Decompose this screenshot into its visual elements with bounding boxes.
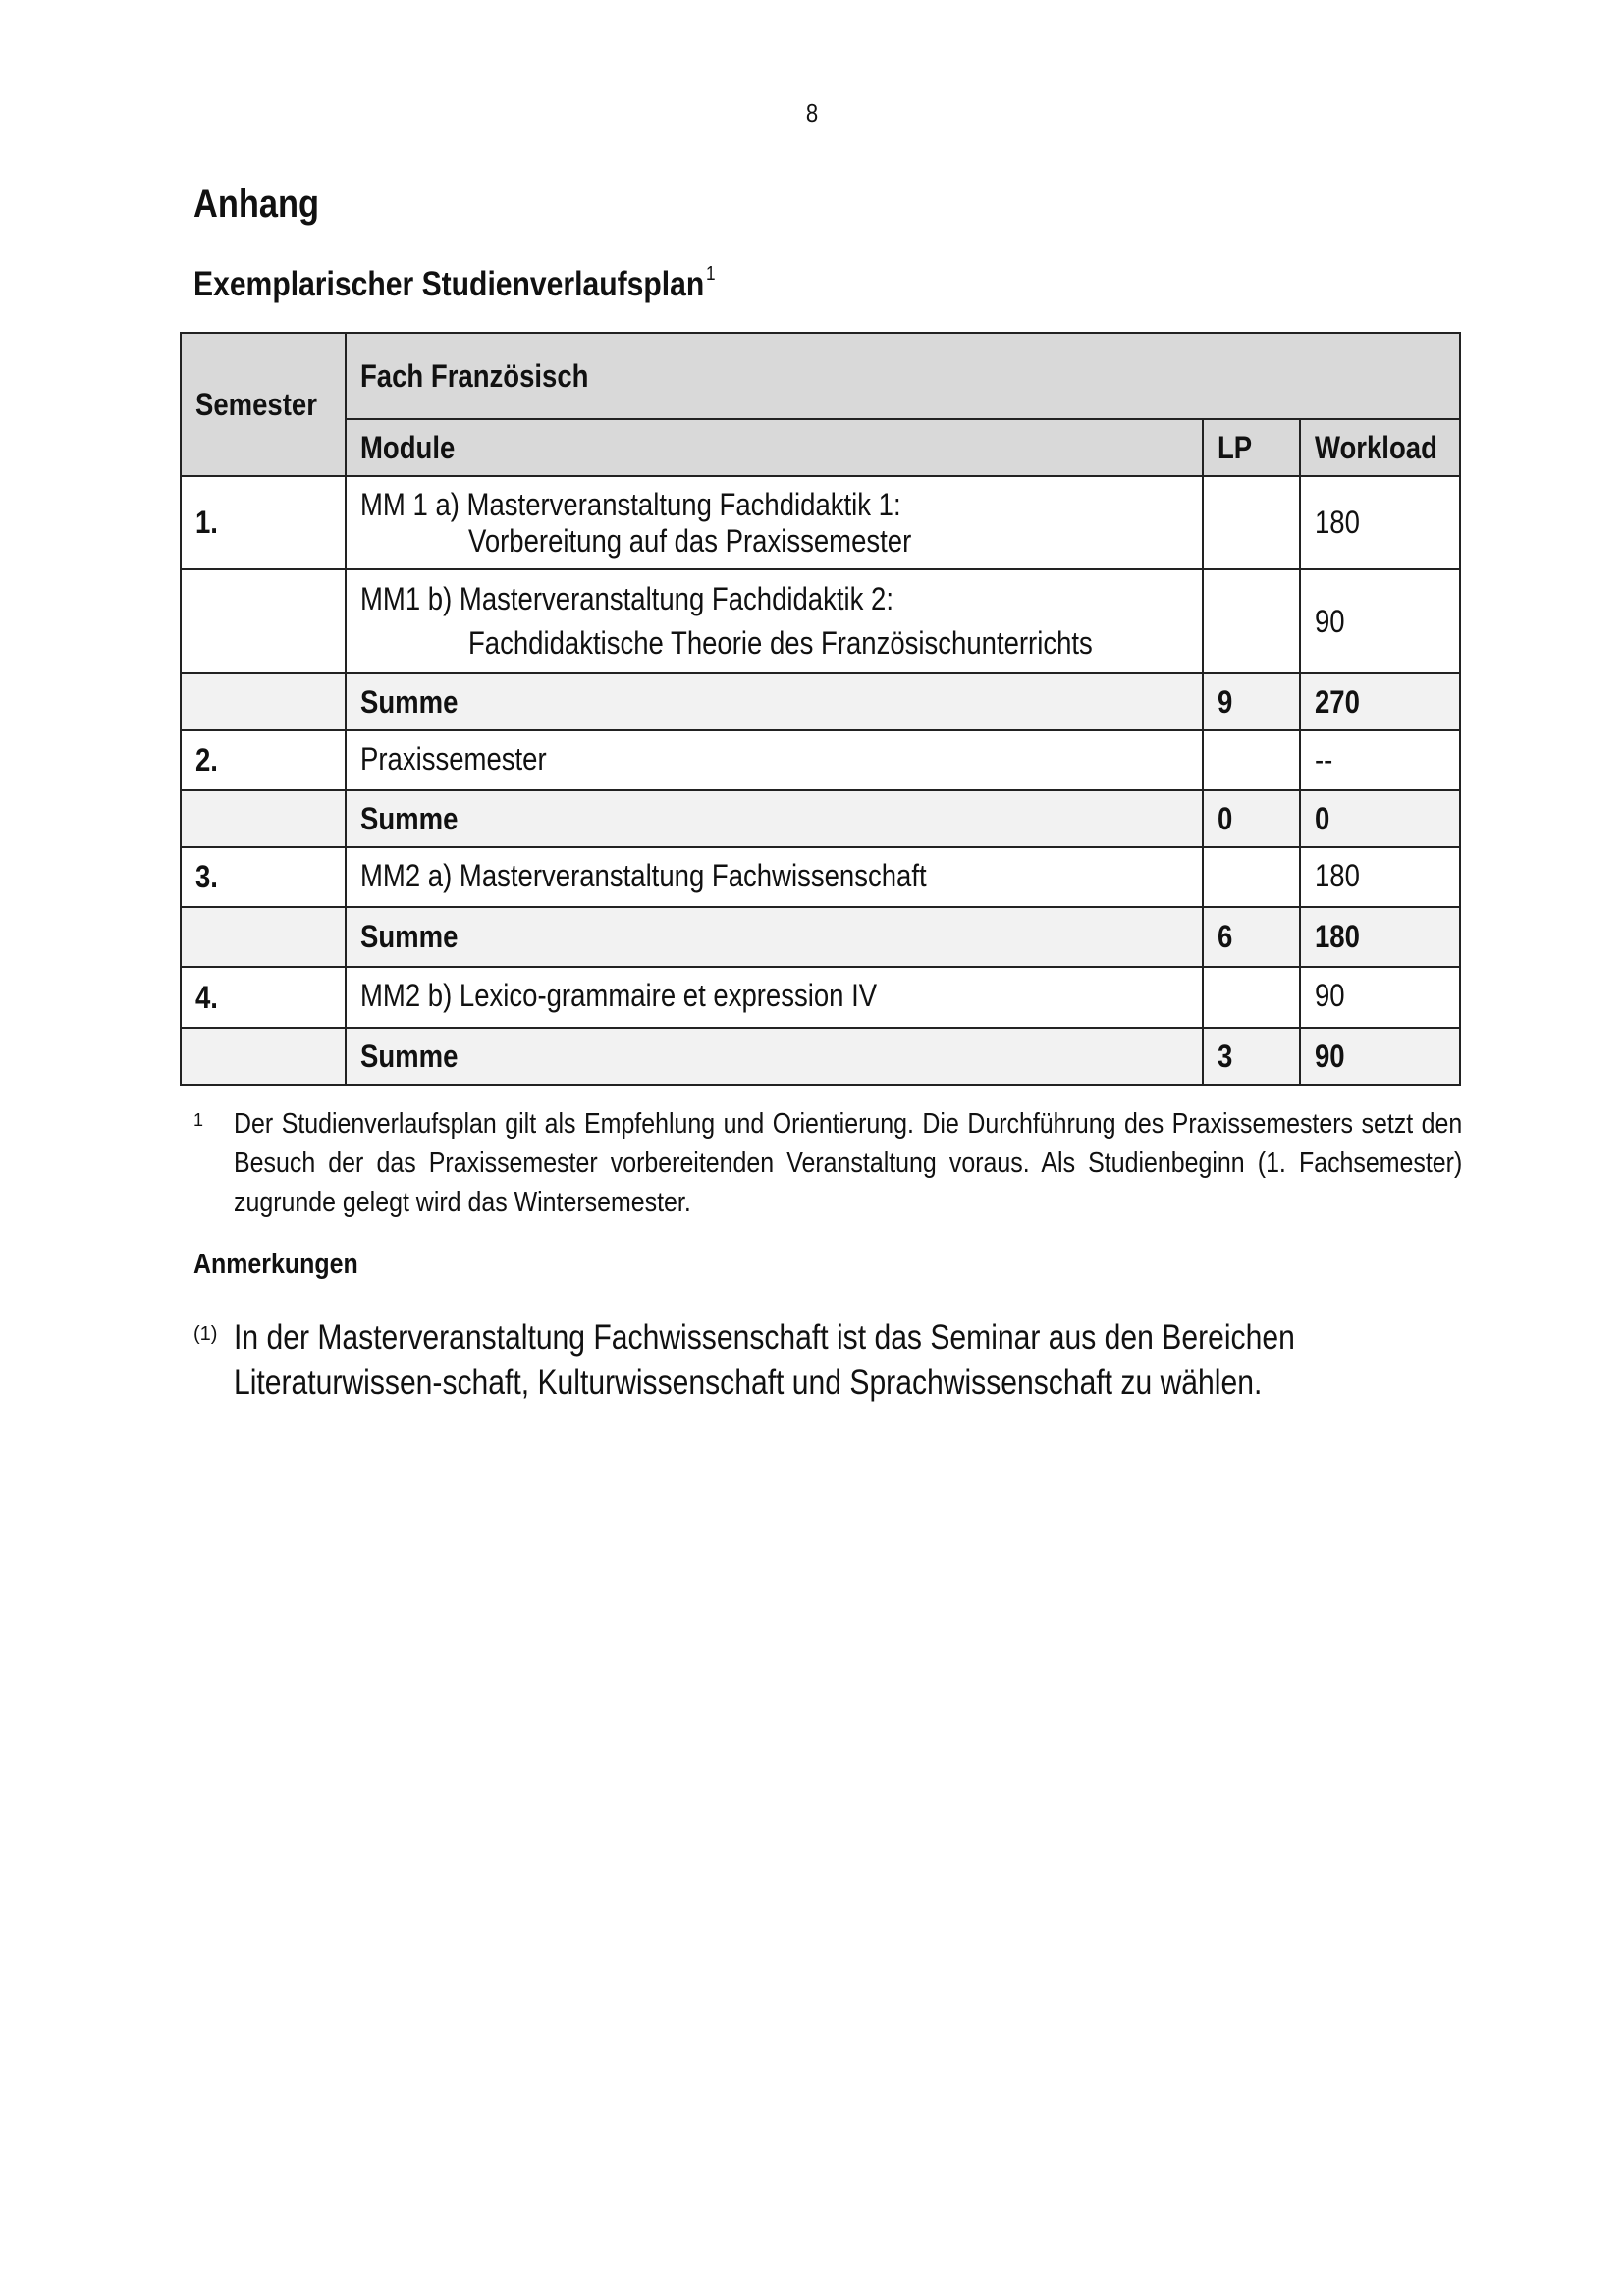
lp-cell: 3 (1203, 1028, 1300, 1085)
semester-header: Semester (181, 333, 346, 476)
module-cell: MM 1 a) Masterveranstaltung Fachdidaktik 1: Vorbereitung auf das Praxissemester (346, 476, 1203, 569)
sum-label: Summe (346, 1028, 1203, 1085)
module-cell: MM2 b) Lexico-grammaire et expression IV (346, 967, 1203, 1028)
semester-cell (181, 1028, 346, 1085)
heading-text: Anhang (193, 183, 320, 226)
workload-cell: -- (1300, 730, 1460, 790)
sum-row (181, 1028, 1460, 1085)
semester-cell: 4. (181, 967, 346, 1028)
lp-cell: 0 (1203, 790, 1300, 847)
page-number: 8 (805, 98, 819, 128)
sum-row (181, 673, 1460, 730)
table-row (181, 569, 1460, 673)
table-row (181, 847, 1460, 907)
workload-cell: 180 (1300, 907, 1460, 967)
workload-cell: 90 (1300, 569, 1460, 673)
footnote-reference[interactable]: 1 (705, 263, 716, 285)
lp-column-header: LP (1203, 419, 1300, 476)
study-plan-table (180, 332, 1461, 1086)
sum-label: Summe (346, 673, 1203, 730)
remark-mark: (1) (193, 1323, 218, 1345)
lp-cell (1203, 476, 1300, 569)
table-row (181, 730, 1460, 790)
table-row (181, 476, 1460, 569)
workload-cell: 180 (1300, 476, 1460, 569)
sum-row (181, 790, 1460, 847)
footnote-text: Der Studienverlaufsplan gilt als Empfehlung und Orientierung. Die Durchführung des Praxissemesters setzt den Besuch der das Praxissemester vorbereitenden Veranstaltung voraus. Als Studienbeginn (1. Fachsemester) zugrunde gelegt wird das Wintersemester. (234, 1108, 1463, 1218)
semester-cell (181, 569, 346, 673)
sum-label: Summe (346, 907, 1203, 967)
semester-cell: 2. (181, 730, 346, 790)
subheading-text: Exemplarischer Studienverlaufsplan (193, 265, 705, 303)
column-header-row (181, 419, 1460, 476)
semester-cell (181, 673, 346, 730)
semester-cell: 1. (181, 476, 346, 569)
module-column-header: Module (346, 419, 1203, 476)
workload-cell: 90 (1300, 1028, 1460, 1085)
page-heading (193, 183, 340, 227)
module-cell: Praxissemester (346, 730, 1203, 790)
semester-cell (181, 907, 346, 967)
module-cell: MM2 a) Masterveranstaltung Fachwissenschaft (346, 847, 1203, 907)
sum-row (181, 907, 1460, 967)
section-heading (193, 263, 800, 304)
remark-item (193, 1315, 1470, 1406)
sum-label: Summe (346, 790, 1203, 847)
lp-cell: 9 (1203, 673, 1300, 730)
footnote (193, 1104, 1463, 1222)
table-row (181, 967, 1460, 1028)
subject-header: Fach Französisch (346, 333, 1460, 419)
workload-column-header: Workload (1300, 419, 1460, 476)
lp-cell (1203, 730, 1300, 790)
footnote-mark: 1 (193, 1110, 204, 1130)
workload-cell: 180 (1300, 847, 1460, 907)
workload-cell: 0 (1300, 790, 1460, 847)
workload-cell: 90 (1300, 967, 1460, 1028)
lp-cell: 6 (1203, 907, 1300, 967)
semester-cell: 3. (181, 847, 346, 907)
remarks-title: Anmerkungen (193, 1249, 358, 1280)
semester-cell (181, 790, 346, 847)
workload-cell: 270 (1300, 673, 1460, 730)
lp-cell (1203, 569, 1300, 673)
lp-cell (1203, 847, 1300, 907)
table-header-row (181, 333, 1460, 419)
remark-text: In der Masterveranstaltung Fachwissenschaft ist das Seminar aus den Bereichen Literaturwissen-schaft, Kulturwissenschaft und Sprachwissenschaft zu wählen. (234, 1318, 1295, 1402)
module-cell: MM1 b) Masterveranstaltung Fachdidaktik 2: Fachdidaktische Theorie des Französischunterrichts (346, 569, 1203, 673)
lp-cell (1203, 967, 1300, 1028)
